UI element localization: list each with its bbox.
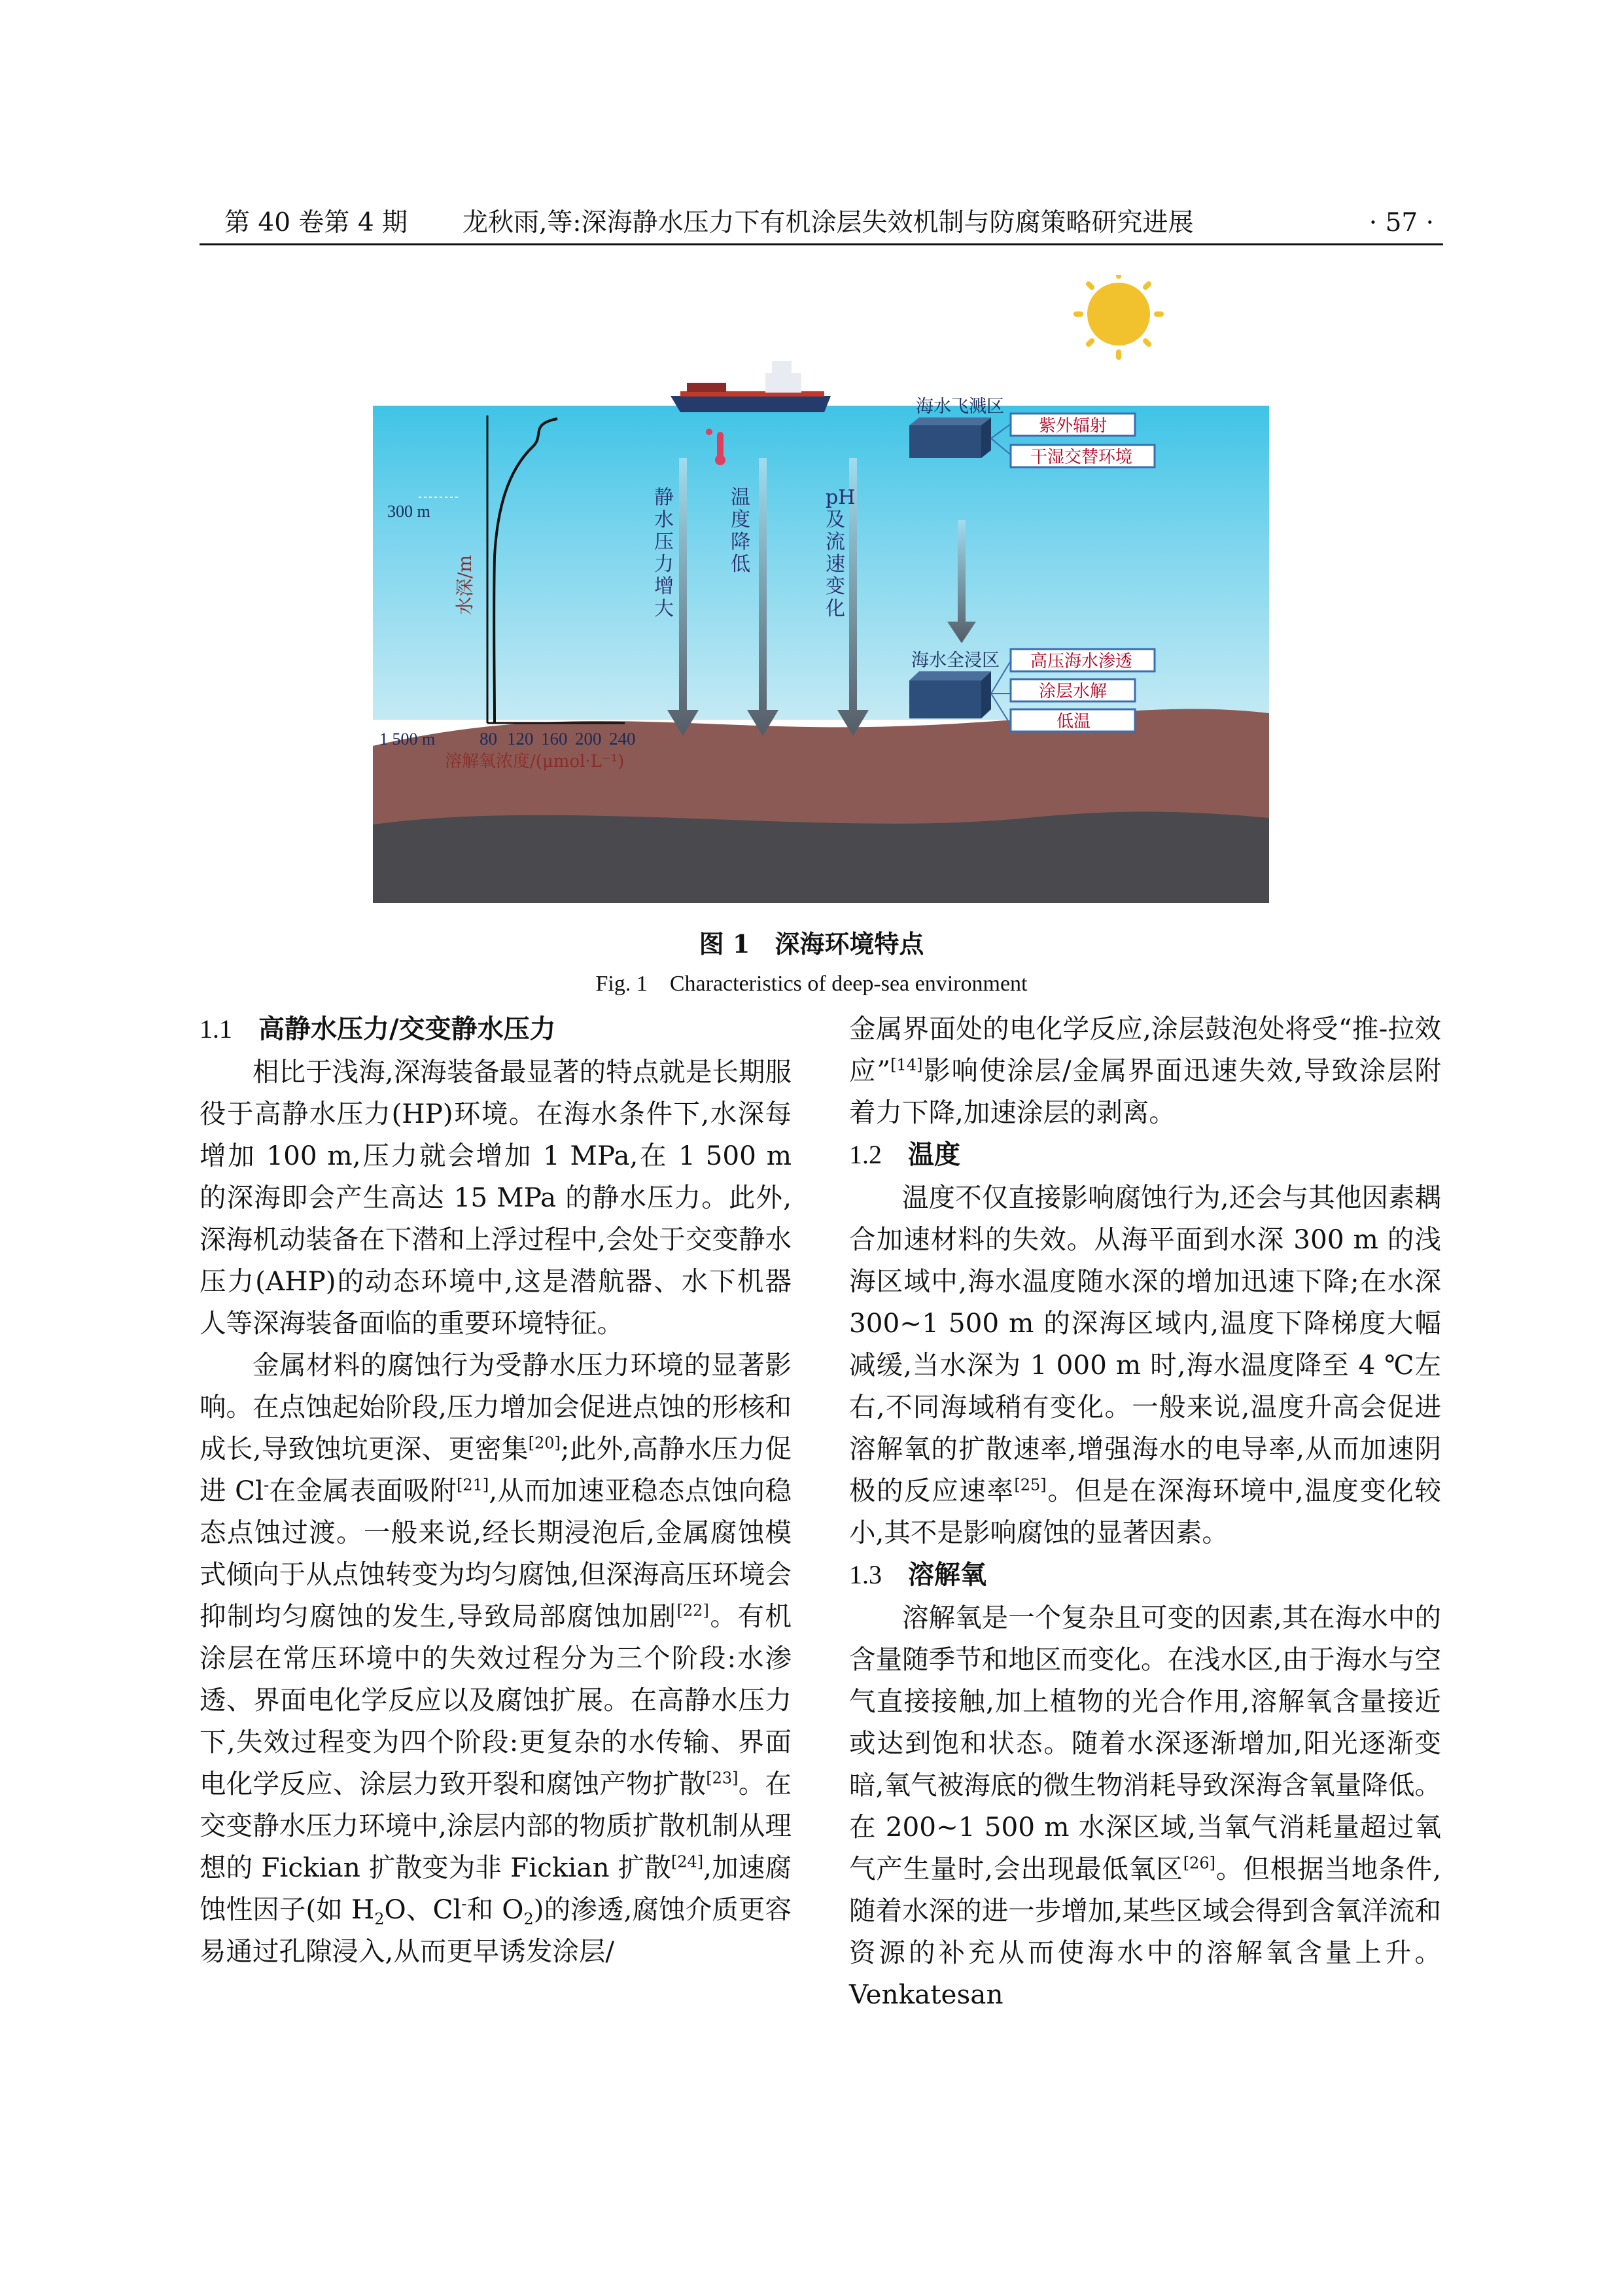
x-tick: 160 [541,729,568,749]
figure-caption-cn: 图 1 深海环境特点 [699,929,924,959]
immersion-zone-label: 海水全浸区 [911,650,1000,671]
section-heading: 1.3 溶解氧 [849,1560,986,1590]
bedrock [373,812,1269,903]
ph-arrow-label: pH 及流速变化 [826,486,856,620]
depth-300-label: 300 m [387,502,430,521]
temperature-arrow-label: 温度降低 [731,486,750,576]
x-tick: 120 [507,729,534,749]
x-tick: 240 [609,729,636,749]
spray-zone-label: 海水飞溅区 [916,397,1004,417]
right-column [849,1008,1441,2015]
page-number: · 57 · [1369,208,1434,238]
sun-icon [1076,275,1161,357]
lowtemp-label: 低温 [1056,712,1091,732]
x-axis-label: 溶解氧浓度/(μmol·L⁻¹) [445,752,625,771]
paragraph: 金属界面处的电化学反应,涂层鼓泡处将受“推-拉效应”[14]影响使涂层/金属界面迅速失效,导致涂层附着力下降,加速涂层的剥离。 [849,1013,1441,1128]
x-tick: 200 [575,729,602,749]
uv-label: 紫外辐射 [1039,416,1108,436]
y-axis-label: 水深/m [454,555,476,615]
immersion-zone-box [909,671,991,718]
ship-icon [671,361,831,412]
left-column [200,1008,792,1972]
wetdry-label: 干湿交替环境 [1030,448,1133,467]
deep-sea-figure [373,275,1269,903]
paragraph: 溶解氧是一个复杂且可变的因素,其在海水中的含量随季节和地区而变化。在浅水区,由于海水与空气直接接触,加上植物的光合作用,溶解氧含量接近或达到饱和状态。随着水深逐渐增加,阳光逐渐变暗,氧气被海底的微生物消耗导致深海含氧量降低。在 200~1 500 m 水深区域,当氧气消耗量超过氧气产生量时,会出现最低氧区[26]。但根据当地条件,随着水深的进一步增加,某些区域会得到含氧洋流和资源的补充从而使海水中的溶解氧含量上升。Venkatesan [849,1602,1442,2010]
pressure-arrow-label: 静水压力增大 [654,486,674,620]
spray-zone-box [909,417,991,458]
running-title: 龙秋雨,等:深海静水压力下有机涂层失效机制与防腐策略研究进展 [462,208,1194,238]
figure-caption-en: Fig. 1 Characteristics of deep-sea environment [595,972,1028,996]
section-heading: 1.1 高静水压力/交变静水压力 [200,1014,556,1044]
journal-volume: 第 40 卷第 4 期 [224,208,408,238]
section-heading: 1.2 温度 [849,1140,960,1170]
hydrolysis-label: 涂层水解 [1039,682,1108,701]
x-tick: 80 [480,729,497,749]
hp-seepage-label: 高压海水渗透 [1030,652,1133,671]
depth-1500-label: 1 500 m [379,730,436,749]
running-header [200,203,1443,245]
paragraph: 金属材料的腐蚀行为受静水压力环境的显著影响。在点蚀起始阶段,压力增加会促进点蚀的形核和成长,导致蚀坑更深、更密集[20];此外,高静水压力促进 Cl-在金属表面吸附[21],从而加速亚稳态点蚀向稳态点蚀过渡。一般来说,经长期浸泡后,金属腐蚀模式倾向于从点蚀转变为均匀腐蚀,但深海高压环境会抑制均匀腐蚀的发生,导致局部腐蚀加剧[22]。有机涂层在常压环境中的失效过程分为三个阶段:水渗透、界面电化学反应以及腐蚀扩展。在高静水压力下,失效过程变为四个阶段:更复杂的水传输、界面电化学反应、涂层力致开裂和腐蚀产物扩散[23]。在交变静水压力环境中,涂层内部的物质扩散机制从理想的 Fickian 扩散变为非 Fickian 扩散[24],加速腐蚀性因子(如 $H_2O$、Cl-和 $O_2$)的渗透,腐蚀介质更容易通过孔隙浸入,从而更早诱发涂层/ [200,1349,792,1967]
paragraph: 相比于浅海,深海装备最显著的特点就是长期服役于高静水压力(HP)环境。在海水条件下,水深每增加 100 m,压力就会增加 1 MPa,在 1 500 m 的深海即会产生高达 15 MPa 的静水压力。此外,深海机动装备在下潜和上浮过程中,会处于交变静水压力(AHP)的动态环境中,这是潜航器、水下机器人等深海装备面临的重要环境特征。 [200,1056,792,1339]
paragraph: 温度不仅直接影响腐蚀行为,还会与其他因素耦合加速材料的失效。从海平面到水深 300 m 的浅海区域中,海水温度随水深的增加迅速下降;在水深 300~1 500 m 的深海区域内,温度下降梯度大幅减缓,当水深为 1 000 m 时,海水温度降至 4 ℃左右,不同海域稍有变化。一般来说,温度升高会促进溶解氧的扩散速率,增强海水的电导率,从而加速阴极的反应速率[25]。但是在深海环境中,温度变化较小,其不是影响腐蚀的显著因素。 [849,1182,1441,1548]
